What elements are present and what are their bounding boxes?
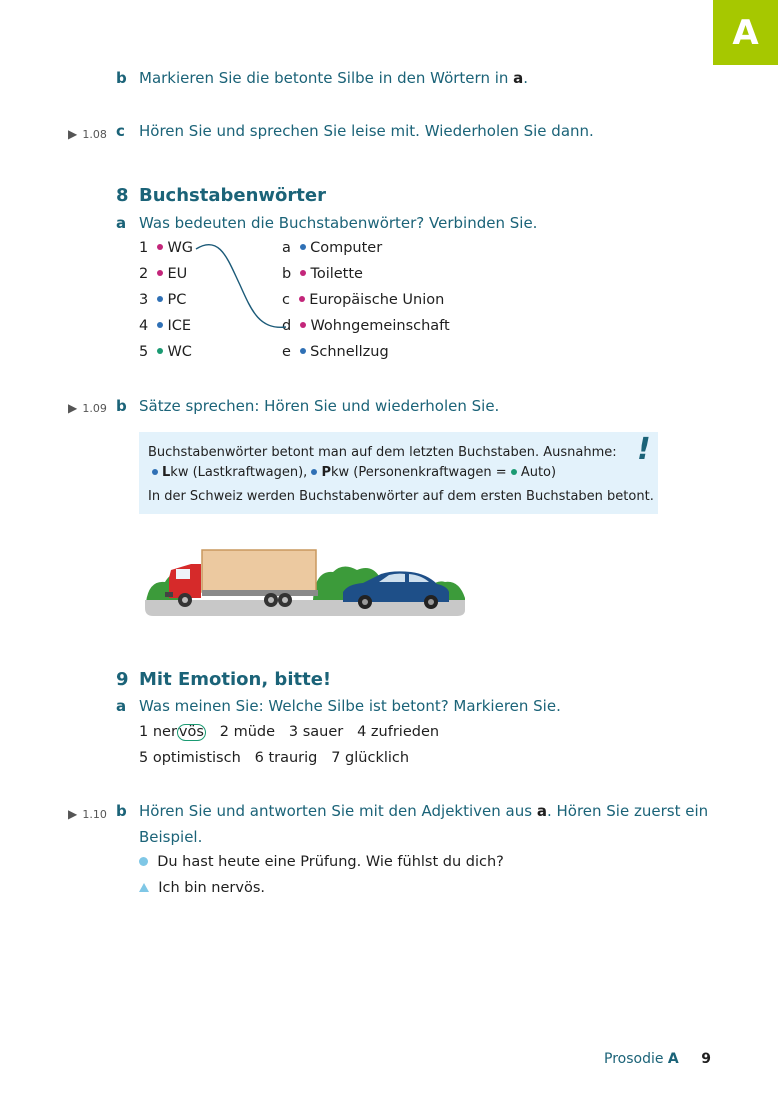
item-word: WG: [167, 240, 194, 256]
track-number: 1.09: [82, 402, 107, 415]
ex9b-instruction-line-1: [139, 802, 708, 820]
blue-dot: [300, 244, 306, 250]
match-connector-line: [190, 240, 290, 340]
auto-word: Auto): [520, 465, 557, 480]
right-item: [282, 292, 444, 308]
adjective-number: 4: [357, 724, 367, 740]
adjective-number: 1: [139, 724, 149, 740]
right-item: [282, 240, 382, 256]
left-item: [139, 266, 187, 282]
ex9a-instruction: Was meinen Sie: Welche Silbe ist betont? Markieren Sie.: [139, 697, 561, 715]
blue-dot: [157, 296, 163, 302]
lkw-rest: kw (Lastkraftwagen),: [170, 465, 312, 480]
pink-dot: [157, 244, 163, 250]
circle-bullet-icon: [139, 857, 148, 866]
item-word: WC: [167, 344, 192, 360]
pink-dot: [300, 270, 306, 276]
item-number: 1: [139, 240, 149, 256]
adjective-word: sauer: [302, 724, 344, 740]
adjective-word: [153, 724, 206, 740]
info-line-2: [152, 465, 556, 480]
adjective-word: optimistisch: [152, 750, 241, 766]
info-box: [139, 432, 658, 514]
ex9b-text-2: . Hören Sie zuerst ein: [546, 802, 709, 820]
page-number: 9: [701, 1051, 711, 1067]
ex7c-letter: c: [116, 122, 125, 140]
play-icon: ▶: [68, 401, 78, 415]
info-line-3: In der Schweiz werden Buchstabenwörter auf dem ersten Buchstaben betont.: [148, 489, 654, 504]
item-number: 5: [139, 344, 149, 360]
footer-section: Prosodie: [604, 1051, 664, 1067]
item-word: Wohngemeinschaft: [310, 318, 450, 334]
syllable-unstressed: ner: [152, 724, 177, 740]
pink-dot: [157, 270, 163, 276]
ex7b-end: .: [523, 69, 529, 87]
ex8-title: Buchstabenwörter: [139, 185, 326, 206]
right-item: [282, 266, 363, 282]
exclamation-icon: !: [637, 432, 651, 467]
item-word: Schnellzug: [310, 344, 389, 360]
footer-chapter: A: [667, 1051, 679, 1067]
blue-dot: [152, 469, 158, 475]
item-letter: b: [282, 266, 292, 282]
audio-track-1-10[interactable]: [68, 803, 107, 822]
audio-track-1-09[interactable]: [68, 397, 107, 416]
ex8-number: 8: [116, 185, 129, 206]
item-number: 3: [139, 292, 149, 308]
chapter-tab: A: [713, 0, 778, 65]
ex9-title: Mit Emotion, bitte!: [139, 669, 332, 690]
triangle-bullet-icon: [139, 883, 149, 892]
right-item: [282, 318, 450, 334]
play-icon: ▶: [68, 807, 78, 821]
ex9b-text-1: Hören Sie und antworten Sie mit den Adjektiven aus: [139, 802, 537, 820]
item-letter: a: [282, 240, 291, 256]
pink-dot: [300, 322, 306, 328]
audio-track-1-08[interactable]: [68, 123, 107, 142]
example-answer: [139, 880, 265, 896]
play-icon: ▶: [68, 127, 78, 141]
lkw-stress: L: [162, 465, 171, 480]
example-question: [139, 854, 504, 870]
ex7b-ref: a: [513, 69, 524, 87]
pink-dot: [299, 296, 305, 302]
adjective-number: 7: [331, 750, 341, 766]
item-letter: c: [282, 292, 290, 308]
item-word: Computer: [310, 240, 383, 256]
adjective-row-1: [139, 724, 439, 741]
question-text: Du hast heute eine Prüfung. Wie fühlst du dich?: [157, 854, 504, 870]
ex7b-instruction: [139, 69, 528, 87]
answer-text: Ich bin nervös.: [158, 880, 265, 896]
ex8a-letter: a: [116, 214, 127, 232]
left-item: [139, 292, 186, 308]
item-number: 2: [139, 266, 149, 282]
item-word: EU: [167, 266, 188, 282]
left-item: [139, 240, 193, 256]
adjective-word: zufrieden: [370, 724, 440, 740]
left-item: [139, 344, 192, 360]
ex8a-instruction: Was bedeuten die Buchstabenwörter? Verbinden Sie.: [139, 214, 538, 232]
blue-dot: [300, 348, 306, 354]
adjective-number: 2: [219, 724, 229, 740]
blue-dot: [311, 469, 317, 475]
adjective-word: traurig: [268, 750, 318, 766]
item-word: Europäische Union: [309, 292, 445, 308]
right-item: [282, 344, 389, 360]
ex9b-instruction-line-2: Beispiel.: [139, 828, 203, 846]
pkw-rest: kw (Personenkraftwagen =: [330, 465, 511, 480]
item-number: 4: [139, 318, 149, 334]
adjective-word: glücklich: [345, 750, 410, 766]
adjective-number: 5: [139, 750, 149, 766]
item-word: ICE: [167, 318, 192, 334]
green-dot: [511, 469, 517, 475]
ex7b-text: Markieren Sie die betonte Silbe in den Wörtern in: [139, 69, 514, 87]
page-footer: [604, 1051, 711, 1067]
info-line-1: Buchstabenwörter betont man auf dem letzten Buchstaben. Ausnahme:: [148, 445, 617, 460]
pkw-stress: P: [321, 465, 331, 480]
ex9-number: 9: [116, 669, 129, 690]
adjective-word: müde: [233, 724, 276, 740]
adjective-number: 6: [254, 750, 264, 766]
item-letter: e: [282, 344, 291, 360]
blue-dot: [157, 322, 163, 328]
ex9a-letter: a: [116, 697, 127, 715]
adjective-row-2: [139, 750, 409, 766]
item-word: PC: [167, 292, 187, 308]
ex9b-ref: a: [536, 802, 547, 820]
ex8b-letter: b: [116, 397, 127, 415]
ex9b-letter: b: [116, 802, 127, 820]
truck-and-car-illustration: [143, 540, 469, 620]
track-number: 1.08: [82, 128, 107, 141]
ex7b-letter: b: [116, 69, 127, 87]
track-number: 1.10: [82, 808, 107, 821]
item-letter: d: [282, 318, 292, 334]
item-word: Toilette: [310, 266, 363, 282]
stressed-syllable-circle: vös: [178, 724, 204, 740]
left-item: [139, 318, 191, 334]
adjective-number: 3: [288, 724, 299, 740]
ex7c-instruction: Hören Sie und sprechen Sie leise mit. Wiederholen Sie dann.: [139, 122, 594, 140]
green-dot: [157, 348, 163, 354]
ex8b-instruction: Sätze sprechen: Hören Sie und wiederholen Sie.: [139, 397, 500, 415]
